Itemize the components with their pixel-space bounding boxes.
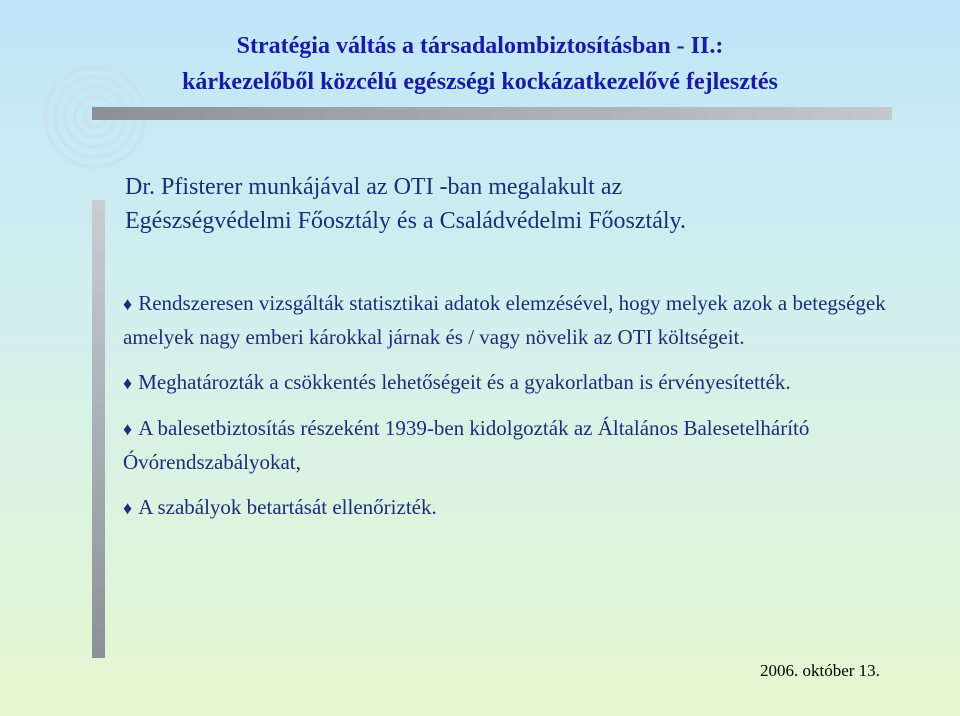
intro-text	[125, 170, 925, 238]
bullet-item	[123, 366, 903, 400]
intro-line-2: Egészségvédelmi Főosztály és a Családvédelmi Főosztály.	[125, 208, 686, 234]
footer-date: 2006. október 13.	[760, 661, 880, 680]
bullet-text: Rendszeresen vizsgálták statisztikai adatok elemzésével, hogy melyek azok a betegségek amelyek nagy emberi károkkal járnak és / vagy növelik az OTI költségeit.	[123, 291, 886, 349]
horizontal-divider-bar	[92, 107, 892, 120]
intro-line-1: Dr. Pfisterer munkájával az OTI -ban megalakult az	[125, 174, 623, 200]
bullet-item	[123, 412, 903, 479]
bullet-text: Meghatározták a csökkentés lehetőségeit és a gyakorlatban is érvényesítették.	[138, 370, 791, 394]
title-line-2: kárkezelőből közcélú egészségi kockázatkezelővé fejlesztés	[182, 69, 778, 95]
diamond-bullet-icon: ♦	[123, 294, 133, 314]
bullet-item	[123, 287, 903, 354]
diamond-bullet-icon: ♦	[123, 373, 133, 393]
title-line-1: Stratégia váltás a társadalombiztosításban - II.:	[236, 33, 724, 59]
bullet-list	[123, 287, 903, 537]
diamond-bullet-icon: ♦	[123, 419, 133, 439]
slide-title	[0, 28, 960, 100]
vertical-divider-bar	[92, 200, 105, 658]
diamond-bullet-icon: ♦	[123, 498, 133, 518]
bullet-item	[123, 491, 903, 525]
bullet-text: A szabályok betartását ellenőrizték.	[138, 495, 437, 519]
bullet-text: A balesetbiztosítás részeként 1939-ben kidolgozták az Általános Balesetelhárító Óvórendszabályokat,	[123, 416, 810, 474]
